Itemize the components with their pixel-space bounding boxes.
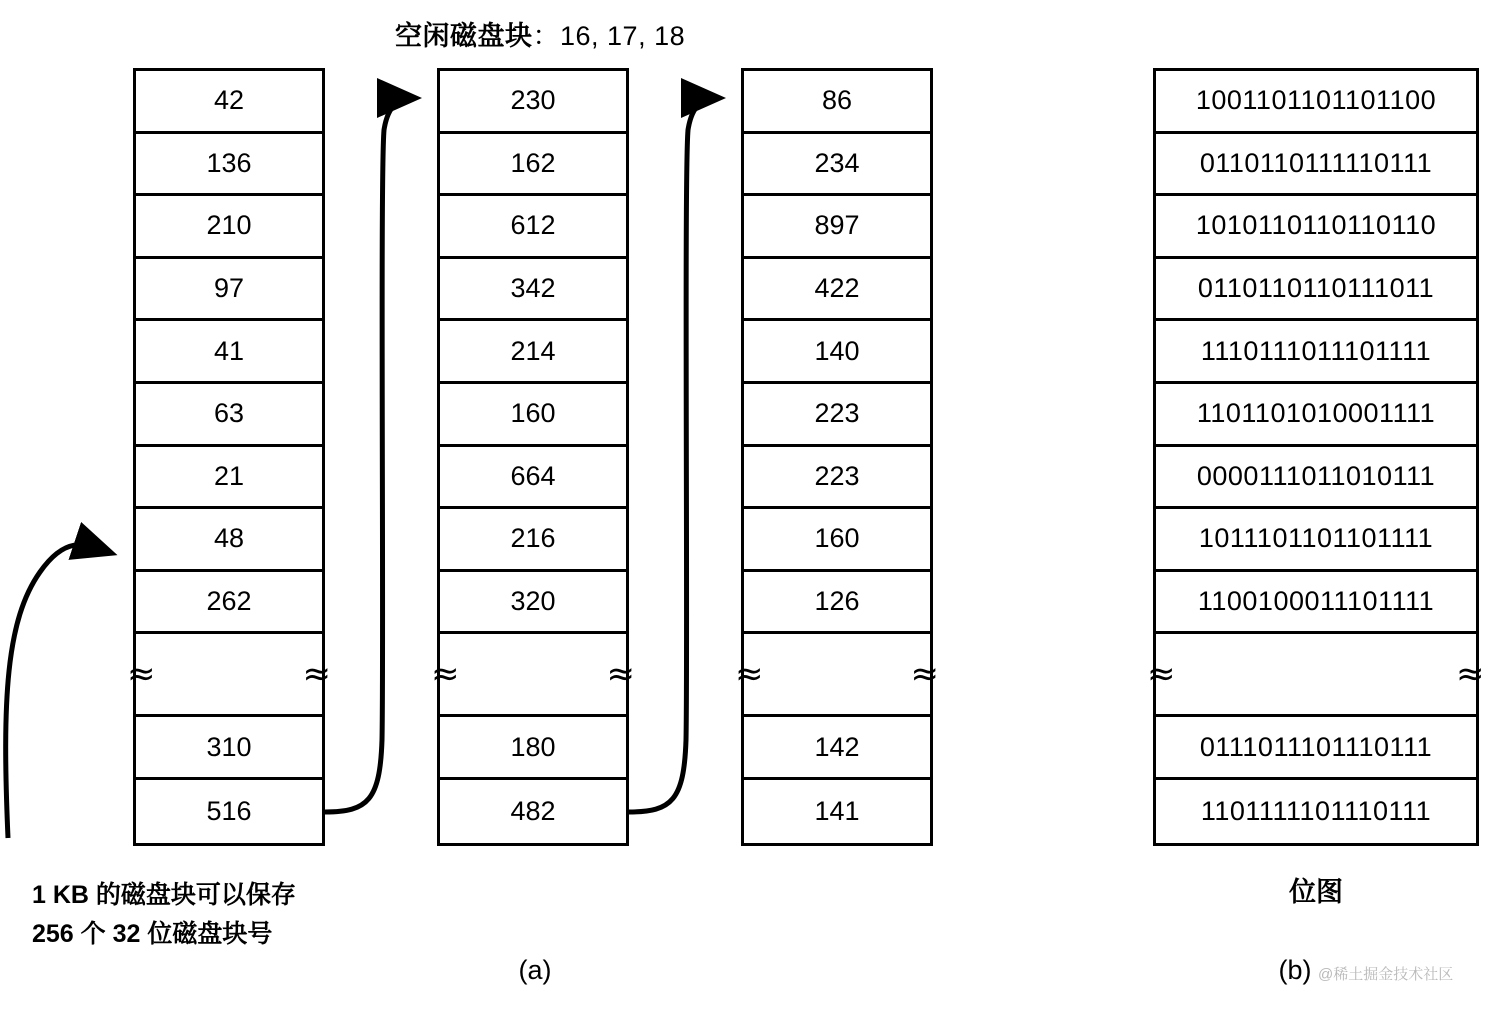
list-item: 214 xyxy=(440,321,626,384)
free-blocks-caption xyxy=(395,14,685,53)
arrow-into-block-1 xyxy=(6,545,108,838)
list-item: 162 xyxy=(440,134,626,197)
free-blocks-label: 空闲磁盘块 xyxy=(395,21,533,51)
bitmap-break-indicator xyxy=(1147,634,1485,717)
bitmap-row: 1101101010001111 xyxy=(1156,384,1476,447)
free-blocks-value: ：16, 17, 18 xyxy=(532,21,686,51)
list-item: 48 xyxy=(136,509,322,572)
tilde-icon: ≈ xyxy=(910,654,939,695)
list-item: 223 xyxy=(744,384,930,447)
bitmap-block xyxy=(1147,68,1485,846)
bitmap-row: 0111011101110111 xyxy=(1156,717,1476,780)
bitmap-row: 1100100011101111 xyxy=(1156,572,1476,635)
list-item: 180 xyxy=(440,717,626,780)
list-break-indicator xyxy=(127,634,331,717)
free-list-block-2 xyxy=(431,68,635,846)
list-item: 342 xyxy=(440,259,626,322)
bitmap-label: 位图 xyxy=(1289,877,1343,907)
free-list-block-1 xyxy=(127,68,331,846)
list-item: 210 xyxy=(136,196,322,259)
watermark: @稀土掘金技术社区 xyxy=(1318,966,1454,983)
capacity-note-line-2: 256 个 32 位磁盘块号 xyxy=(32,919,273,948)
bitmap-row: 0000111011010111 xyxy=(1156,447,1476,510)
list-item: 97 xyxy=(136,259,322,322)
tilde-icon: ≈ xyxy=(735,654,764,695)
list-item: 141 xyxy=(744,780,930,843)
list-item: 897 xyxy=(744,196,930,259)
arrow-block1-to-block2 xyxy=(325,98,412,812)
list-item: 41 xyxy=(136,321,322,384)
list-item: 262 xyxy=(136,572,322,635)
list-item: 482 xyxy=(440,780,626,843)
free-list-block-3 xyxy=(735,68,939,846)
tilde-icon: ≈ xyxy=(1456,654,1485,695)
bitmap-row: 1010110110110110 xyxy=(1156,196,1476,259)
list-item: 126 xyxy=(744,572,930,635)
list-item: 142 xyxy=(744,717,930,780)
list-item: 234 xyxy=(744,134,930,197)
list-item: 664 xyxy=(440,447,626,510)
list-break-indicator xyxy=(431,634,635,717)
list-item: 63 xyxy=(136,384,322,447)
caption-a: (a) xyxy=(518,955,552,985)
capacity-note xyxy=(32,876,296,954)
list-item: 86 xyxy=(744,71,930,134)
capacity-note-line-1: 1 KB 的磁盘块可以保存 xyxy=(32,881,296,909)
list-item: 422 xyxy=(744,259,930,322)
tilde-icon: ≈ xyxy=(606,654,635,695)
list-item: 136 xyxy=(136,134,322,197)
list-item: 21 xyxy=(136,447,322,510)
caption-b: (b) xyxy=(1278,955,1312,985)
tilde-icon: ≈ xyxy=(127,654,156,695)
list-item: 42 xyxy=(136,71,322,134)
bitmap-row: 1101111101110111 xyxy=(1156,780,1476,843)
list-break-indicator xyxy=(735,634,939,717)
tilde-icon: ≈ xyxy=(431,654,460,695)
bitmap-row: 0110110111110111 xyxy=(1156,134,1476,197)
list-item: 310 xyxy=(136,717,322,780)
arrow-block2-to-block3 xyxy=(629,98,716,812)
list-item: 140 xyxy=(744,321,930,384)
list-item: 516 xyxy=(136,780,322,843)
list-item: 216 xyxy=(440,509,626,572)
list-item: 612 xyxy=(440,196,626,259)
tilde-icon: ≈ xyxy=(1147,654,1176,695)
bitmap-row: 1110111011101111 xyxy=(1156,321,1476,384)
list-item: 160 xyxy=(744,509,930,572)
list-item: 320 xyxy=(440,572,626,635)
bitmap-row: 0110110110111011 xyxy=(1156,259,1476,322)
list-item: 230 xyxy=(440,71,626,134)
tilde-icon: ≈ xyxy=(302,654,331,695)
bitmap-row: 1011101101101111 xyxy=(1156,509,1476,572)
bitmap-row: 1001101101101100 xyxy=(1156,71,1476,134)
list-item: 160 xyxy=(440,384,626,447)
list-item: 223 xyxy=(744,447,930,510)
